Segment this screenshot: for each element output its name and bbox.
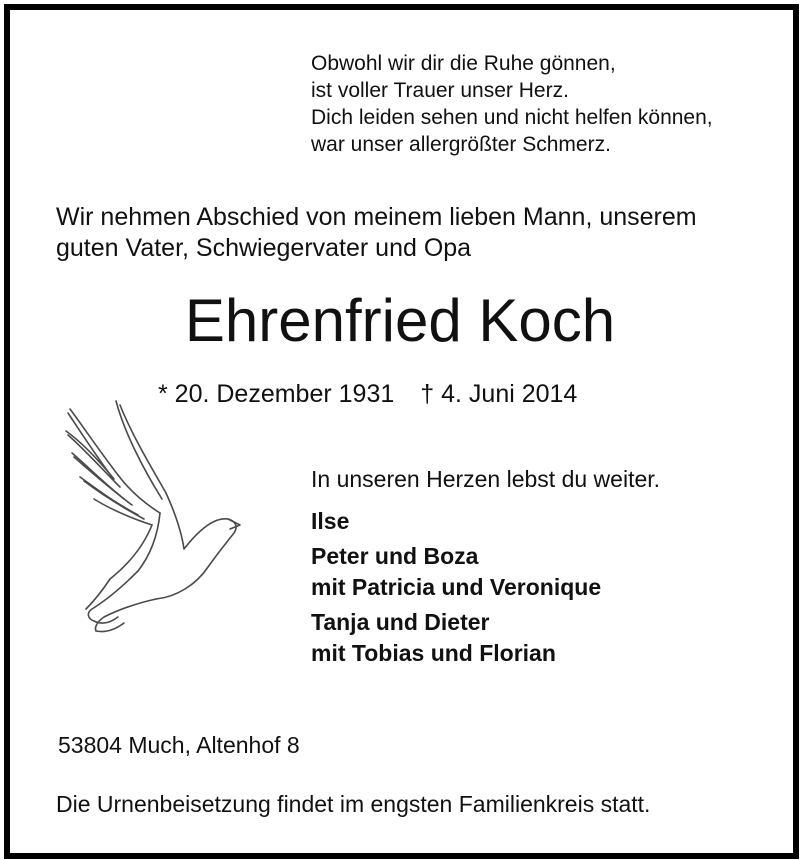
burial-notice: Die Urnenbeisetzung findet im engsten Familienkreis statt.	[56, 791, 651, 817]
deceased-name: Ehrenfried Koch	[184, 287, 616, 354]
mourner-line: Peter und Boza	[311, 543, 479, 569]
poem-line: war unser allergrößter Schmerz.	[311, 133, 611, 156]
poem-line: ist voller Trauer unser Herz.	[311, 79, 569, 102]
family-address: 53804 Much, Altenhof 8	[58, 732, 300, 758]
poem-line: Obwohl wir dir die Ruhe gönnen,	[311, 52, 616, 75]
mourner-group	[311, 541, 601, 603]
mourners-list	[311, 506, 601, 673]
intro-line: Wir nehmen Abschied von meinem lieben Mann, unserem	[56, 203, 697, 231]
mourner-line: Tanja und Dieter	[311, 609, 490, 635]
farewell-intro	[56, 202, 697, 264]
dove-icon	[58, 395, 248, 645]
death-date: † 4. Juni 2014	[420, 380, 578, 408]
motto: In unseren Herzen lebst du weiter.	[311, 466, 661, 492]
mourner-line: Ilse	[311, 508, 350, 534]
mourner-group	[311, 506, 601, 537]
poem	[311, 50, 713, 158]
mourner-line: mit Tobias und Florian	[311, 640, 556, 666]
mourner-line: mit Patricia und Veronique	[311, 574, 602, 600]
mourner-group	[311, 607, 601, 669]
intro-line: guten Vater, Schwiegervater und Opa	[56, 234, 472, 262]
poem-line: Dich leiden sehen und nicht helfen können,	[311, 106, 713, 129]
birth-date: * 20. Dezember 1931	[158, 380, 395, 408]
